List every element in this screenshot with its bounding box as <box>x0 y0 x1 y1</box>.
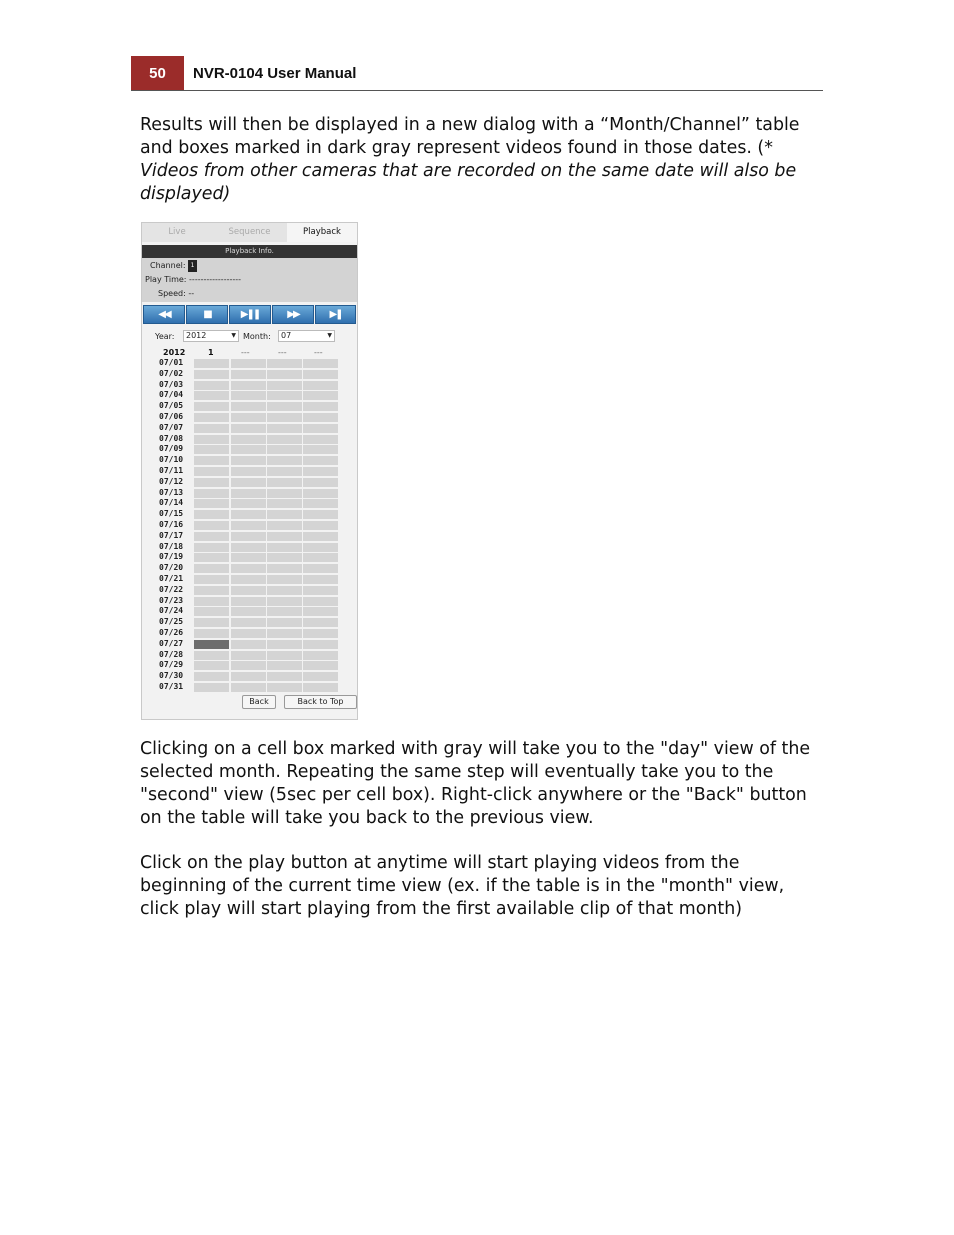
date-row-label: 07/11 <box>159 466 184 475</box>
grid-cell[interactable] <box>231 607 266 616</box>
play-button-paragraph: Click on the play button at anytime will start playing videos from the beginning of the current time view (ex. if the table is in the "month" view, click play will start playing from the first available clip of that month) <box>140 853 785 919</box>
date-row-label: 07/13 <box>159 487 184 497</box>
grid-cell[interactable] <box>194 424 229 433</box>
rewind-button[interactable] <box>143 305 185 324</box>
grid-cell[interactable] <box>194 607 229 616</box>
tab-playback[interactable]: Playback <box>287 223 357 242</box>
grid-cell[interactable] <box>267 661 302 670</box>
grid-cell[interactable] <box>303 607 338 616</box>
grid-cell[interactable] <box>303 661 338 670</box>
grid-column-header: 1 <box>208 348 214 357</box>
grid-cell[interactable] <box>231 543 266 552</box>
grid-cell[interactable] <box>231 445 266 454</box>
date-row-label: 07/30 <box>159 671 184 681</box>
date-row-label: 07/18 <box>159 541 184 551</box>
grid-cell[interactable] <box>267 413 302 422</box>
play-time-row <box>145 274 241 286</box>
grid-cell[interactable] <box>267 575 302 584</box>
intro-paragraph <box>140 114 820 206</box>
grid-cell[interactable] <box>231 651 266 660</box>
grid-cell[interactable] <box>267 445 302 454</box>
grid-cell[interactable] <box>303 424 338 433</box>
grid-cell[interactable] <box>231 510 266 519</box>
grid-cell[interactable] <box>303 435 338 444</box>
grid-cell[interactable] <box>267 402 302 411</box>
date-row-label: 07/09 <box>159 444 184 454</box>
grid-cell[interactable] <box>303 510 338 519</box>
grid-cell[interactable] <box>231 640 266 649</box>
channel-row <box>150 260 197 272</box>
grid-cell[interactable] <box>194 370 229 379</box>
intro-plain: Results will then be displayed in a new dialog with a “Month/Channel” table and boxes marked in dark gray represent videos found in those dates. ( <box>140 115 800 158</box>
grid-cell[interactable] <box>267 586 302 595</box>
stop-icon: ■ <box>203 309 211 320</box>
grid-cell[interactable] <box>267 467 302 476</box>
grid-cell[interactable] <box>267 553 302 562</box>
date-row-label: 07/31 <box>159 682 184 691</box>
date-row-label: 07/21 <box>159 574 184 583</box>
grid-cell[interactable] <box>303 683 338 692</box>
grid-cell[interactable] <box>267 651 302 660</box>
play-time-label: Play Time: <box>145 275 187 284</box>
date-row-label: 07/07 <box>159 422 184 432</box>
grid-cell[interactable] <box>194 661 229 670</box>
grid-cell[interactable] <box>194 564 229 573</box>
header-rule <box>131 90 823 91</box>
grid-cell[interactable] <box>194 672 229 681</box>
grid-cell[interactable] <box>194 586 229 595</box>
grid-cell[interactable] <box>194 489 229 498</box>
date-row-label: 07/17 <box>159 530 184 540</box>
cell-click-paragraph: Clicking on a cell box marked with gray will take you to the "day" view of the selected month. Repeating the same step will eventually take you to the "second" view (5sec per cell box). Right-click anywhere or the "Back" button on the table will take you back to the previous view. <box>140 739 811 828</box>
grid-cell[interactable] <box>231 672 266 681</box>
grid-cell[interactable] <box>194 413 229 422</box>
month-label: Month: <box>243 332 271 341</box>
date-row-label: 07/25 <box>159 617 184 627</box>
next-button[interactable] <box>315 305 356 324</box>
date-row-label: 07/22 <box>159 584 184 594</box>
recorded-cell[interactable] <box>194 640 229 649</box>
grid-cell[interactable] <box>231 456 266 465</box>
grid-cell[interactable] <box>194 359 229 368</box>
grid-cell[interactable] <box>303 370 338 379</box>
date-row-label: 07/04 <box>159 390 184 400</box>
grid-cell[interactable] <box>267 532 302 541</box>
grid-cell[interactable] <box>231 597 266 606</box>
grid-cell[interactable] <box>303 521 338 530</box>
grid-cell[interactable] <box>267 499 302 508</box>
date-row-label: 07/29 <box>159 660 184 670</box>
grid-cell[interactable] <box>231 489 266 498</box>
grid-cell[interactable] <box>231 575 266 584</box>
grid-cell[interactable] <box>194 575 229 584</box>
date-row-label: 07/08 <box>159 433 184 443</box>
back-button[interactable]: Back <box>242 695 276 709</box>
year-label: Year: <box>155 332 175 341</box>
play-pause-button[interactable] <box>229 305 271 324</box>
grid-cell[interactable] <box>267 564 302 573</box>
date-row-label: 07/05 <box>159 401 184 411</box>
grid-cell[interactable] <box>231 402 266 411</box>
grid-cell[interactable] <box>267 478 302 487</box>
grid-cell[interactable] <box>194 445 229 454</box>
grid-cell[interactable] <box>303 586 338 595</box>
grid-cell[interactable] <box>231 553 266 562</box>
date-row-label: 07/16 <box>159 520 184 529</box>
grid-cell[interactable] <box>303 543 338 552</box>
grid-cell[interactable] <box>303 359 338 368</box>
tab-live[interactable]: Live <box>168 227 186 237</box>
grid-cell[interactable] <box>231 391 266 400</box>
date-row-label: 07/27 <box>159 638 184 648</box>
speed-label: Speed: <box>158 289 186 298</box>
date-row-label: 07/26 <box>159 628 184 637</box>
month-select[interactable] <box>278 330 335 342</box>
grid-cell[interactable] <box>231 467 266 476</box>
grid-cell[interactable] <box>303 489 338 498</box>
grid-cell[interactable] <box>231 435 266 444</box>
grid-column-header: --- <box>278 348 287 357</box>
chevron-down-icon: ▼ <box>327 332 332 339</box>
chevron-down-icon: ▼ <box>231 332 236 339</box>
grid-column-header: --- <box>314 348 323 357</box>
grid-cell[interactable] <box>194 391 229 400</box>
grid-cell[interactable] <box>303 391 338 400</box>
grid-cell[interactable] <box>303 672 338 681</box>
grid-cell[interactable] <box>303 413 338 422</box>
grid-cell[interactable] <box>194 543 229 552</box>
grid-cell[interactable] <box>194 683 229 692</box>
grid-cell[interactable] <box>303 629 338 638</box>
grid-cell[interactable] <box>267 456 302 465</box>
grid-cell[interactable] <box>303 402 338 411</box>
grid-cell[interactable] <box>303 445 338 454</box>
grid-cell[interactable] <box>303 651 338 660</box>
grid-cell[interactable] <box>267 640 302 649</box>
grid-cell[interactable] <box>194 499 229 508</box>
month-value: 07 <box>281 331 292 340</box>
grid-year-header: 2012 <box>163 348 186 357</box>
grid-cell[interactable] <box>231 618 266 627</box>
grid-cell[interactable] <box>267 618 302 627</box>
date-row-label: 07/02 <box>159 368 184 378</box>
date-row-label: 07/06 <box>159 412 184 421</box>
grid-cell[interactable] <box>231 683 266 692</box>
grid-cell[interactable] <box>267 424 302 433</box>
speed-value: -- <box>188 289 195 298</box>
channel-label: Channel: <box>150 261 186 270</box>
grid-cell[interactable] <box>303 553 338 562</box>
date-row-label: 07/24 <box>159 606 184 616</box>
grid-cell[interactable] <box>267 489 302 498</box>
grid-cell[interactable] <box>303 532 338 541</box>
back-to-top-button[interactable]: Back to Top <box>284 695 357 709</box>
grid-cell[interactable] <box>231 413 266 422</box>
grid-cell[interactable] <box>194 478 229 487</box>
page-header <box>131 56 823 91</box>
grid-cell[interactable] <box>303 467 338 476</box>
fast-forward-icon: ▶▶ <box>287 309 299 320</box>
date-row-label: 07/28 <box>159 649 184 659</box>
grid-cell[interactable] <box>231 424 266 433</box>
grid-cell[interactable] <box>267 510 302 519</box>
date-row-label: 07/12 <box>159 476 184 486</box>
grid-cell[interactable] <box>194 553 229 562</box>
date-row-label: 07/14 <box>159 498 184 508</box>
grid-cell[interactable] <box>267 672 302 681</box>
grid-cell[interactable] <box>231 532 266 541</box>
grid-cell[interactable] <box>194 618 229 627</box>
grid-cell[interactable] <box>194 629 229 638</box>
playback-screenshot <box>141 222 358 720</box>
grid-cell[interactable] <box>303 618 338 627</box>
grid-cell[interactable] <box>303 499 338 508</box>
tab-bar <box>142 223 357 242</box>
grid-cell[interactable] <box>231 521 266 530</box>
date-selector-row <box>142 330 357 344</box>
grid-cell[interactable] <box>267 435 302 444</box>
next-icon: ▶❚ <box>329 309 342 320</box>
manual-title: NVR-0104 User Manual <box>193 65 357 82</box>
grid-cell[interactable] <box>267 381 302 390</box>
grid-cell[interactable] <box>194 435 229 444</box>
grid-cell[interactable] <box>267 683 302 692</box>
playback-info-bar: Playback Info. <box>142 245 357 258</box>
grid-cell[interactable] <box>231 661 266 670</box>
date-row-label: 07/19 <box>159 552 184 562</box>
grid-cell[interactable] <box>194 381 229 390</box>
grid-cell[interactable] <box>231 478 266 487</box>
year-select[interactable] <box>183 330 239 342</box>
date-row-label: 07/03 <box>159 379 184 389</box>
page-number: 50 <box>131 56 184 91</box>
grid-cell[interactable] <box>194 651 229 660</box>
grid-cell[interactable] <box>194 597 229 606</box>
grid-cell[interactable] <box>231 499 266 508</box>
stop-button[interactable] <box>186 305 228 324</box>
grid-cell[interactable] <box>231 629 266 638</box>
playback-info-panel <box>142 258 357 302</box>
grid-cell[interactable] <box>194 467 229 476</box>
grid-cell[interactable] <box>267 607 302 616</box>
grid-cell[interactable] <box>267 521 302 530</box>
grid-cell[interactable] <box>267 391 302 400</box>
play-time-value: ------------------ <box>189 275 242 284</box>
rewind-icon: ◀◀ <box>158 309 170 320</box>
grid-cell[interactable] <box>303 478 338 487</box>
play-pause-icon: ▶❚❚ <box>240 309 260 320</box>
channel-value: 1 <box>188 260 197 272</box>
grid-cell[interactable] <box>267 629 302 638</box>
grid-cell[interactable] <box>267 359 302 368</box>
grid-cell[interactable] <box>194 510 229 519</box>
grid-cell[interactable] <box>194 521 229 530</box>
date-row-label: 07/15 <box>159 509 184 519</box>
grid-cell[interactable] <box>231 359 266 368</box>
grid-cell[interactable] <box>267 370 302 379</box>
grid-cell[interactable] <box>303 575 338 584</box>
intro-note: * Videos from other cameras that are recorded on the same date will also be displayed) <box>140 138 797 204</box>
fast-forward-button[interactable] <box>272 305 314 324</box>
grid-cell[interactable] <box>303 597 338 606</box>
date-row-label: 07/10 <box>159 455 184 465</box>
grid-cell[interactable] <box>231 370 266 379</box>
date-row-label: 07/20 <box>159 563 184 573</box>
grid-cell[interactable] <box>267 597 302 606</box>
grid-cell[interactable] <box>303 456 338 465</box>
grid-cell[interactable] <box>267 543 302 552</box>
grid-cell[interactable] <box>303 564 338 573</box>
grid-column-header: --- <box>241 348 250 357</box>
grid-cell[interactable] <box>231 564 266 573</box>
grid-cell[interactable] <box>231 586 266 595</box>
tab-sequence[interactable]: Sequence <box>228 227 271 237</box>
grid-cell[interactable] <box>303 640 338 649</box>
grid-cell[interactable] <box>231 381 266 390</box>
grid-cell[interactable] <box>194 402 229 411</box>
grid-cell[interactable] <box>194 532 229 541</box>
date-row-label: 07/23 <box>159 595 184 605</box>
date-row-label: 07/01 <box>159 358 184 367</box>
year-value: 2012 <box>186 331 207 340</box>
grid-cell[interactable] <box>194 456 229 465</box>
speed-row <box>158 288 194 300</box>
grid-cell[interactable] <box>303 381 338 390</box>
